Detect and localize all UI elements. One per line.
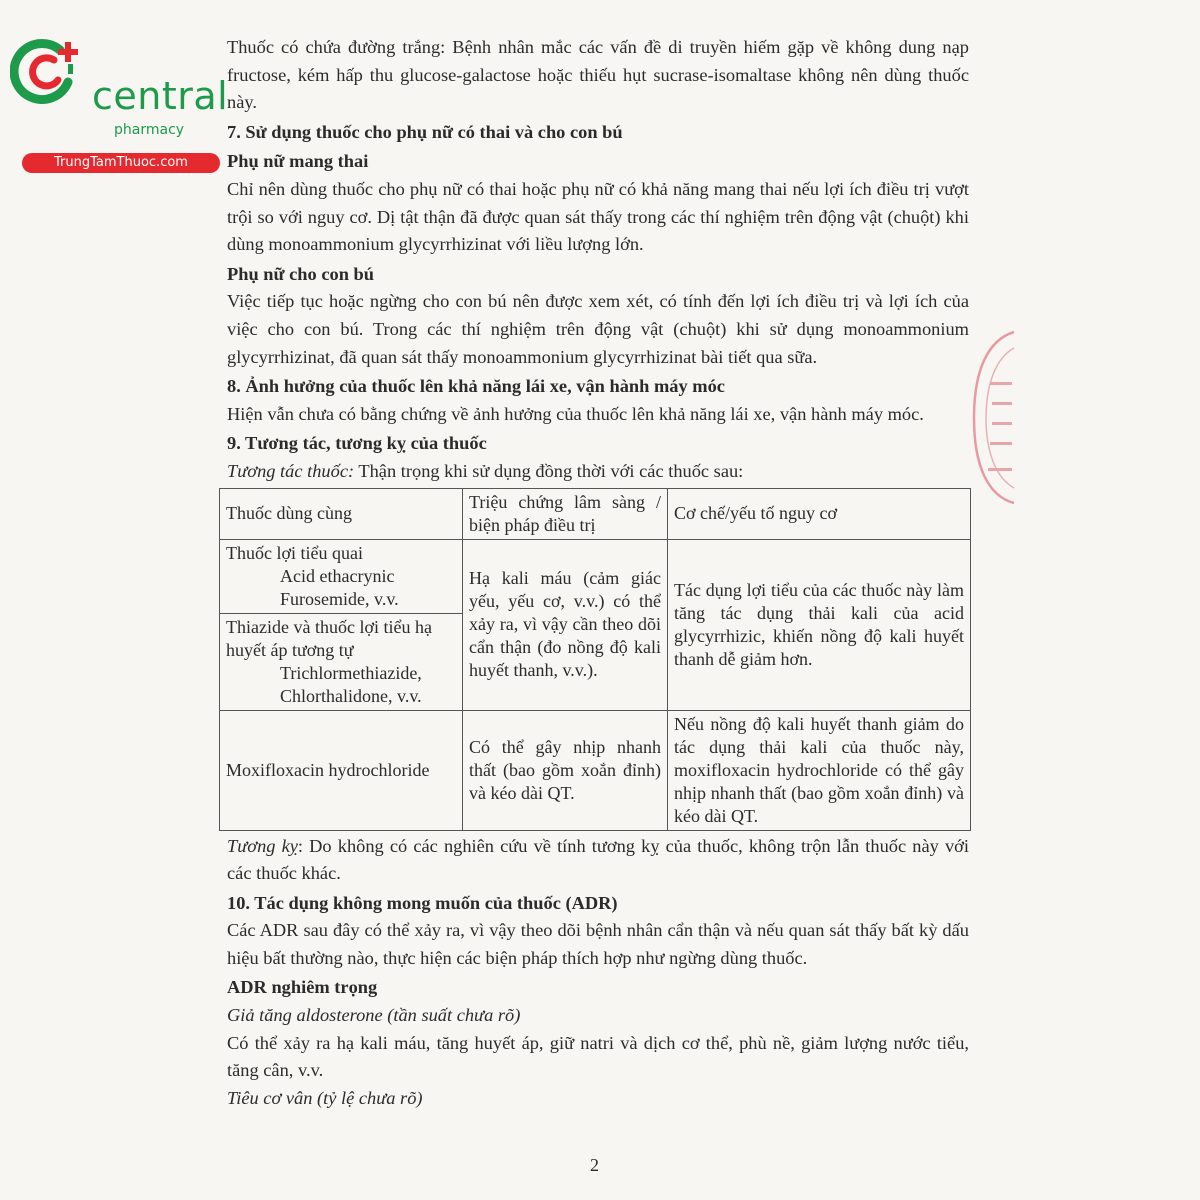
brand-subtitle: pharmacy [114,122,185,138]
section-7-breastfeeding-text: Việc tiếp tục hoặc ngừng cho con bú nên được xem xét, có tính đến lợi ích điều trị và lợi ích của việc cho con bú. Trong các thí nghiệm trên động vật (chuột) khi sử dụng monoammonium glycyrrhizinat, đã quan sát thấy monoammonium glycyrrhizinat bài tiết qua sữa. [227,291,969,367]
intro-paragraph: Thuốc có chứa đường trắng: Bệnh nhân mắc các vấn đề di truyền hiếm gặp về không dung nạp fructose, kém hấp thu glucose-galactose hoặc thiếu hụt sucrase-isomaltase không nên dùng thuốc này. [227,37,969,113]
incompatibility-text: : Do không có các nghiên cứu về tính tương kỵ của thuốc, không trộn lẫn thuốc này với các thuốc khác. [227,835,969,884]
interaction-intro-text: Thận trọng khi sử dụng đồng thời với các thuốc sau: [354,460,744,481]
page-number: 2 [590,1155,599,1175]
section-9-incompatibility [227,833,969,888]
pseudoaldosteronism-heading: Giả tăng aldosterone (tần suất chưa rõ) [227,1005,521,1026]
cell-line: Trichlormethiazide, [280,662,422,683]
red-seal-stamp-icon [968,330,1018,505]
section-7-subheading-breastfeeding: Phụ nữ cho con bú [227,263,374,284]
cell-line: Thiazide và thuốc lợi tiểu hạ huyết áp tương tự [226,616,432,660]
section-10-text: Các ADR sau đây có thể xảy ra, vì vậy theo dõi bệnh nhân cẩn thận và nếu quan sát thấy bất kỳ dấu hiệu bất thường nào, thực hiện các biện pháp thích hợp như ngừng dùng thuốc. [227,920,969,968]
table-header-cell: Thuốc dùng cùng [220,488,463,539]
section-8-text: Hiện vẫn chưa có bằng chứng về ảnh hưởng của thuốc lên khả năng lái xe, vận hành máy móc. [227,403,924,424]
table-cell-mechanism: Tác dụng lợi tiểu của các thuốc này làm tăng tác dụng thải kali của acid glycyrrhizic, khiến nồng độ kali huyết thanh dễ giảm hơn. [668,539,971,710]
brand-logo[interactable] [10,36,229,170]
table-header-cell: Triệu chứng lâm sàng / biện pháp điều trị [463,488,668,539]
pharmacy-cross-logo-icon [10,36,82,108]
drug-interaction-table [219,488,971,831]
table-row [220,539,971,613]
section-10-heading: 10. Tác dụng không mong muốn của thuốc (ADR) [227,892,618,913]
cell-line: Thuốc lợi tiểu quai [226,542,363,563]
table-cell-hypokalemia: Hạ kali máu (cảm giác yếu, yếu cơ, v.v.) có thể xảy ra, vì vậy cần theo dõi cẩn thận (đo nồng độ kali huyết thanh, v.v.). [463,539,668,710]
interaction-label: Tương tác thuốc: [227,460,355,481]
document-body [227,34,969,1112]
table-header-cell: Cơ chế/yếu tố nguy cơ [668,488,971,539]
cell-line: Chlorthalidone, v.v. [280,685,422,706]
section-9-heading: 9. Tương tác, tương kỵ của thuốc [227,433,487,454]
cell-line: Furosemide, v.v. [280,588,399,609]
table-cell-qt-mechanism: Nếu nồng độ kali huyết thanh giảm do tác dụng thải kali của thuốc này, moxifloxacin hydrochloride có thể gây nhịp nhanh thất (bao gồm xoắn đỉnh) và kéo dài QT. [668,710,971,830]
table-cell-thiazide [220,613,463,710]
brand-url[interactable]: TrungTamThuoc.com [22,153,220,173]
incompatibility-label: Tương kỵ [227,835,298,856]
table-cell-loop-diuretics [220,539,463,613]
cell-line: Acid ethacrynic [280,565,395,586]
rhabdomyolysis-heading: Tiêu cơ vân (tỷ lệ chưa rõ) [227,1087,423,1108]
table-row [220,710,971,830]
section-10-subheading-serious: ADR nghiêm trọng [227,977,378,998]
table-cell-qt: Có thể gây nhịp nhanh thất (bao gồm xoắn đỉnh) và kéo dài QT. [463,710,668,830]
table-cell-moxifloxacin: Moxifloxacin hydrochloride [220,710,463,830]
section-7-heading: 7. Sử dụng thuốc cho phụ nữ có thai và cho con bú [227,121,623,142]
section-8-heading: 8. Ảnh hưởng của thuốc lên khả năng lái xe, vận hành máy móc [227,376,725,397]
table-header-row [220,488,971,539]
section-7-subheading-pregnancy: Phụ nữ mang thai [227,151,369,172]
pseudoaldosteronism-text: Có thể xảy ra hạ kali máu, tăng huyết áp, giữ natri và dịch cơ thể, phù nề, giảm lượng nước tiểu, tăng cân, v.v. [227,1032,969,1081]
brand-name: central [92,74,229,118]
section-7-pregnancy-text: Chỉ nên dùng thuốc cho phụ nữ có thai hoặc phụ nữ có khả năng mang thai nếu lợi ích điều trị vượt trội so với nguy cơ. Dị tật thận đã được quan sát thấy trong các thí nghiệm trên động vật (chuột) khi dùng monoammonium glycyrrhizinat với liều lượng lớn. [227,178,969,255]
section-9-interaction-intro [227,458,969,486]
